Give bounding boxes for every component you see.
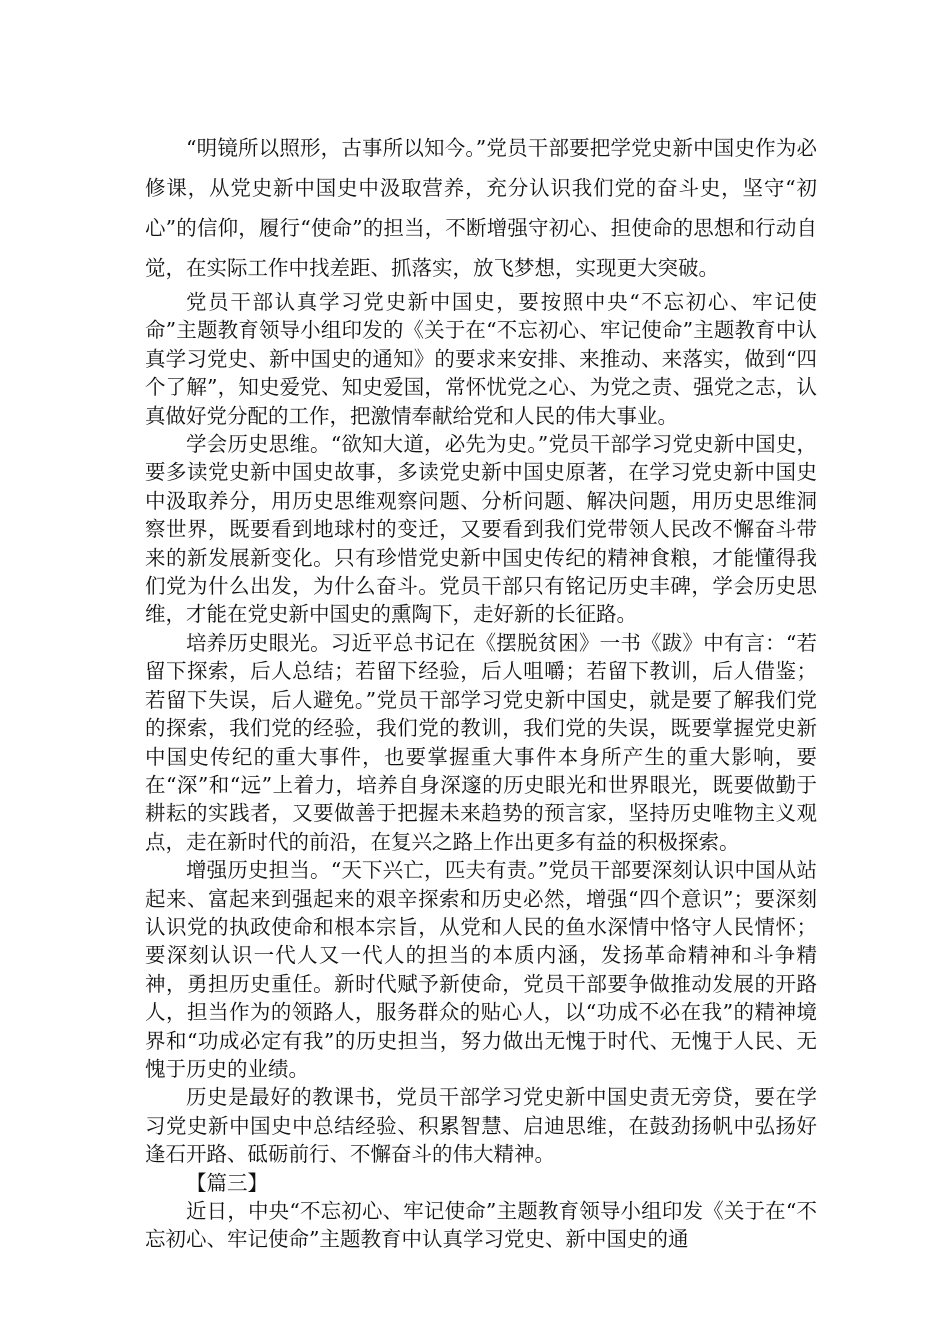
paragraph-5: 增强历史担当。“天下兴亡，匹夫有责。”党员干部要深刻认识中国从站起来、富起来到强起来的艰辛探索和历史必然，增强“四个意识”；要深刻认识党的执政使命和根本宗旨，从党和人民的鱼水深情中恪守人民情怀；要深刻认识一代人又一代人的担当的本质内涵，发扬革命精神和斗争精神，勇担历史重任。新时代赋予新使命，党员干部要争做推动发展的开路人，担当作为的领路人，服务群众的贴心人，以“功成不必在我”的精神境界和“功成必定有我”的历史担当，努力做出无愧于时代、无愧于人民、无愧于历史的业绩。 [145,858,817,1081]
paragraph-6: 历史是最好的教课书，党员干部学习党史新中国史责无旁贷，要在学习党史新中国史中总结经验、积累智慧、启迪思维，在鼓劲扬帆中弘扬好逢石开路、砥砺前行、不懈奋斗的伟大精神。 [145,1085,817,1167]
paragraph-7: 近日，中央“不忘初心、牢记使命”主题教育领导小组印发《关于在“不忘初心、牢记使命”主题教育中认真学习党史、新中国史的通 [145,1199,817,1252]
paragraph-4: 培养历史眼光。习近平总书记在《摆脱贫困》一书《跋》中有言：“若留下探索，后人总结；若留下经验，后人咀嚼；若留下教训，后人借鉴；若留下失误，后人避免。”党员干部学习党史新中国史，就是要了解我们党的探索，我们党的经验，我们党的教训，我们党的失误，既要掌握党史新中国史传纪的重大事件，也要掌握重大事件本身所产生的重大影响，要在“深”和“远”上着力，培养自身深邃的历史眼光和世界眼光，既要做勤于耕耘的实践者，又要做善于把握未来趋势的预言家，坚持历史唯物主义观点，走在新时代的前沿，在复兴之路上作出更多有益的积极探索。 [145,630,817,854]
paragraph-3: 学会历史思维。“欲知大道，必先为史。”党员干部学习党史新中国史，要多读党史新中国史故事，多读党史新中国史原著，在学习党史新中国史中汲取养分，用历史思维观察问题、分析问题、解决问题，用历史思维洞察世界，既要看到地球村的变迁，又要看到我们党带领人民改不懈奋斗带来的新发展新变化。只有珍惜党史新中国史传纪的精神食粮，才能懂得我们党为什么出发，为什么奋斗。党员干部只有铭记历史丰碑，学会历史思维，才能在党史新中国史的熏陶下，走好新的长征路。 [145,432,817,627]
paragraph-1: “明镜所以照形，古事所以知今。”党员干部要把学党史新中国史作为必修课，从党史新中国史中汲取营养，充分认识我们党的奋斗史，坚守“初心”的信仰，履行“使命”的担当，不断增强守初心、担使命的思想和行动自觉，在实际工作中找差距、抓落实，放飞梦想，实现更大突破。 [145,136,817,280]
paragraph-2: 党员干部认真学习党史新中国史，要按照中央“不忘初心、牢记使命”主题教育领导小组印发的《关于在“不忘初心、牢记使命”主题教育中认真学习党史、新中国史的通知》的要求来安排、来推动、来落实，做到“四个了解”，知史爱党、知史爱国，常怀忧党之心、为党之责、强党之志，认真做好党分配的工作，把激情奉献给党和人民的伟大事业。 [145,290,817,428]
document-body [145,128,817,1254]
section-heading: 【篇三】 [186,1170,268,1195]
